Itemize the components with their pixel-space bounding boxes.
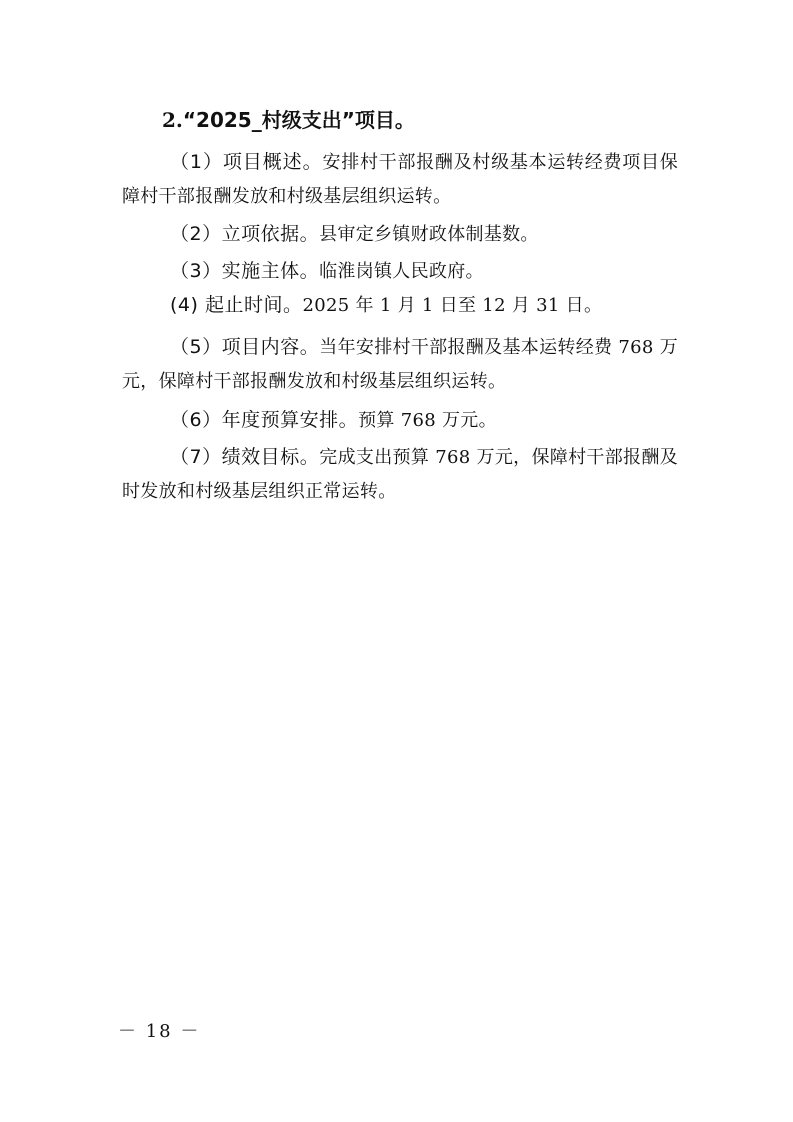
- item-project-overview: [122, 145, 678, 214]
- item-label: （1）项目概述。: [170, 151, 323, 173]
- item-annual-budget: [122, 403, 678, 438]
- item-label: (4) 起止时间。: [170, 294, 303, 316]
- item-label: （5）项目内容。: [170, 336, 320, 358]
- section-heading: [162, 105, 415, 135]
- item-project-basis: [122, 217, 678, 252]
- item-time-period: [122, 288, 678, 323]
- item-label: （2）立项依据。: [170, 223, 320, 245]
- item-label: （3）实施主体。: [170, 260, 320, 282]
- item-text: 完成支出预算 768 万元，保障村干部报酬及时发放和村级基层组织正常运转。: [122, 447, 678, 502]
- section-title: “2025_村级支出”项目。: [182, 108, 415, 132]
- item-text: 县审定乡镇财政体制基数。: [319, 224, 539, 245]
- item-text: 当年安排村干部报酬及基本运转经费 768 万元，保障村干部报酬发放和村级基层组织运转。: [122, 337, 678, 392]
- item-text: 预算 768 万元。: [358, 410, 497, 431]
- item-label: （7）绩效目标。: [170, 446, 320, 468]
- section-number: 2.: [162, 108, 183, 132]
- item-performance-target: [122, 440, 678, 509]
- page-number: － 18 －: [118, 1021, 201, 1042]
- item-project-content: [122, 330, 678, 399]
- item-text: 2025 年 1 月 1 日至 12 月 31 日。: [302, 295, 603, 316]
- item-text: 临淮岗镇人民政府。: [319, 261, 484, 282]
- item-label: （6）年度预算安排。: [170, 409, 359, 431]
- item-implementing-entity: [122, 254, 678, 289]
- item-text: 安排村干部报酬及村级基本运转经费项目保障村干部报酬发放和村级基层组织运转。: [122, 152, 679, 207]
